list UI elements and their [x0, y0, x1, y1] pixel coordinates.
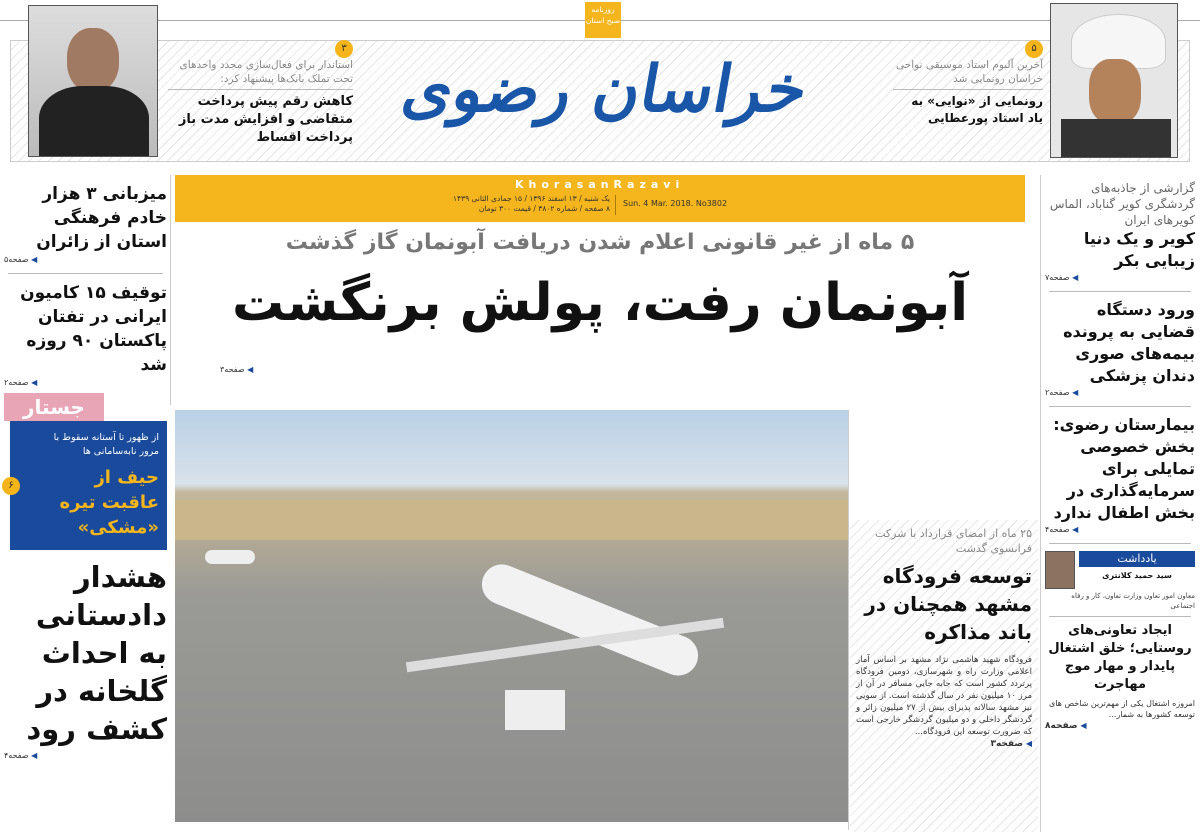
top-right-teaser[interactable] [893, 36, 1043, 127]
jostar-label: جستار [4, 393, 104, 421]
note-label: یادداشت [1079, 551, 1195, 567]
page-link[interactable]: ◀ صفحه۴ [1045, 524, 1195, 536]
teaser-title: رونمایی از «نوایی» به یاد استاد پورعطایی [911, 94, 1043, 125]
main-story[interactable] [175, 228, 1025, 348]
english-date: Sun. 4 Mar. 2018. No3802 [623, 199, 728, 208]
story-title: ورود دستگاه قضایی به پرونده بیمه‌های صوری دندان پزشکی [1063, 300, 1195, 385]
story-title: هشدار دادستانی به احداث گلخانه در کشف رود [26, 560, 167, 746]
left-big-story[interactable] [4, 558, 167, 762]
jostar-kicker: از ظهور تا آستانه سقوط با مرور نابه‌سامانی ها [53, 432, 159, 457]
story-kicker: گزارشی از جاذبه‌های گردشگری کویر گناباد، الماس کویرهای ایران [1049, 181, 1195, 227]
jostar-box[interactable] [10, 421, 167, 550]
left-column [4, 182, 167, 832]
page-link[interactable]: ◀ صفحه۵ [4, 254, 167, 266]
story-title: میزبانی ۳ هزار خادم فرهنگی استان از زائران [36, 184, 167, 252]
story-kicker: ۲۵ ماه از امضای قرارداد با شرکت فرانسوی گذشت [875, 527, 1032, 555]
teaser-kicker: آخرین آلبوم استاد موسیقی نواحی خراسان رونمایی شد [895, 59, 1043, 85]
portrait-photo-left [28, 5, 158, 157]
page-number-badge: ۵ [1025, 40, 1043, 58]
note-author-role: معاون امور تعاون وزارت تعاون، کار و رفاه اجتماعی [1071, 592, 1195, 610]
right-story-1[interactable] [1045, 180, 1195, 284]
page-link[interactable]: ◀ صفحه۲ [4, 377, 167, 389]
main-kicker: ۵ ماه از غیر قانونی اعلام شدن دریافت آبونمان گاز گذشت [285, 230, 915, 255]
masthead-logo: خراسان رضوی [396, 52, 814, 127]
note-body: امروزه اشتغال یکی از مهم‌ترین شاخص های توسعه کشورها به شمار... [1048, 699, 1195, 719]
airport-story[interactable] [850, 520, 1038, 832]
teaser-kicker: استاندار برای فعال‌سازی مجدد واحدهای تحت تملک بانک‌ها پیشنهاد کرد: [179, 59, 353, 85]
top-left-teaser[interactable] [168, 36, 353, 147]
teaser-title: کاهش رقم پیش پرداخت متقاضی و افزایش مدت باز پرداخت اقساط [178, 94, 353, 145]
page-number-badge: ۳ [335, 40, 353, 58]
author-photo [1045, 551, 1075, 589]
page-link[interactable]: ◀ صفحه۷ [1045, 272, 1195, 284]
page-link[interactable]: ◀ صفحه۴ [4, 750, 167, 762]
note-header [1045, 551, 1195, 589]
story-title: توقیف ۱۵ کامیون ایرانی در تفتان پاکستان ۹۰ روزه شد [20, 283, 167, 375]
date-band [175, 175, 1025, 222]
issue-info: ۸ صفحه / شماره ۳۸۰۲ / قیمت ۳۰۰ تومان [478, 204, 610, 213]
portrait-photo-right [1050, 3, 1178, 158]
right-column [1045, 180, 1195, 832]
latin-title: KhorasanRazavi [515, 178, 685, 191]
note-author: سید حمید کلانتری [1102, 571, 1172, 580]
main-headline: آبونمان رفت، پولش برنگشت [231, 273, 969, 333]
right-story-2[interactable] [1045, 299, 1195, 399]
masthead-badge: روزنامه صبح استان [585, 2, 621, 38]
note-story[interactable] [1045, 622, 1195, 732]
story-title: بیمارستان رضوی: بخش خصوصی تمایلی برای سرمایه‌گذاری در بخش اطفال ندارد [1053, 415, 1195, 522]
story-body: فرودگاه شهید هاشمی نژاد مشهد بر اساس آمار اعلامی وزارت راه و شهرسازی، دومین فرودگاه پرتردد کشور است که جابه جایی مسافر در آن از مرز ۱۰ میلیون نفر در سال گذشته است. از سویی نیز مشهد سالانه پذیرای بیش از ۲۷ میلیون زائر و گردشگر داخلی و دو میلیون گردشگر خارجی است که ضرورت توسعه این فرودگاه... [856, 655, 1032, 737]
page-link[interactable]: ◀ صفحه۲ [1045, 387, 1195, 399]
story-title: کویر و یک دنیا زیبایی بکر [1083, 229, 1195, 270]
page-link[interactable]: ◀ صفحه۳ [856, 738, 1032, 750]
page-link[interactable]: ◀ صفحه۳ [220, 364, 253, 376]
page-link[interactable]: ◀ صفحه۸ [1045, 720, 1195, 732]
left-story-2[interactable] [4, 281, 167, 389]
persian-date: یک شنبه / ۱۳ اسفند ۱۳۹۶ / ۱۵ جمادی الثانی ۱۴۳۹ [452, 194, 610, 203]
jostar-title: حیف از عاقبت تیره «مشکی» [59, 467, 159, 538]
left-story-1[interactable] [4, 182, 167, 266]
story-title: توسعه فرودگاه مشهد همچنان در باند مذاکره [864, 564, 1032, 644]
page-number-badge: ۶ [2, 477, 20, 495]
airport-photo [175, 410, 848, 822]
right-story-3[interactable] [1045, 414, 1195, 536]
note-title: ایجاد تعاونی‌های روستایی؛ خلق اشتغال پایدار و مهار موج مهاجرت [1048, 623, 1192, 692]
